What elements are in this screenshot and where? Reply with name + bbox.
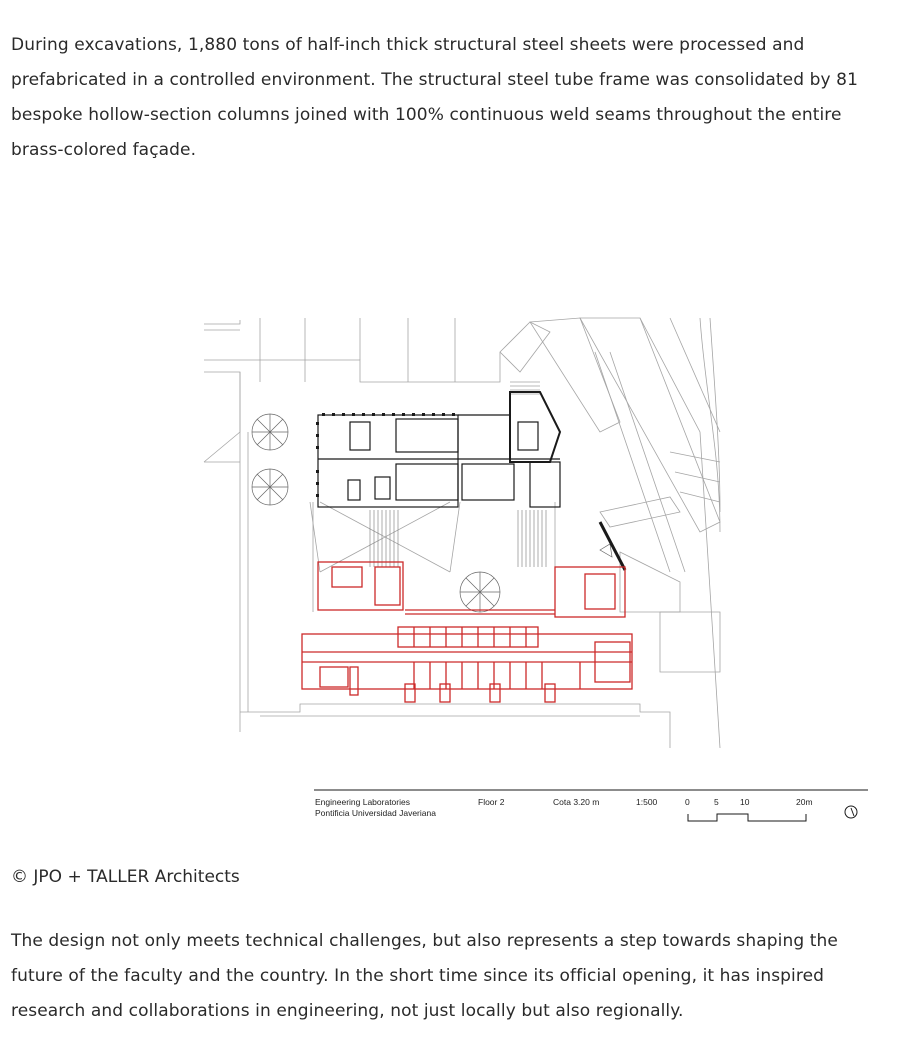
tree-symbols (252, 414, 612, 612)
floor-label: Floor 2 (478, 797, 505, 807)
intro-paragraph: During excavations, 1,880 tons of half-inch thick structural steel sheets were processed and prefabricated in a controlled environment. The structural steel tube frame was consolidated by 81 bespoke hollow-section columns joined with 100% continuous weld seams throughout the entire brass-colored façade. (11, 35, 858, 160)
existing-building-plan (318, 392, 625, 570)
north-arrow-icon (845, 806, 857, 818)
level-label: Cota 3.20 m (553, 797, 600, 807)
scale-bar-label-20: 20m (796, 797, 813, 807)
image-credit: © JPO + TALLER Architects (11, 867, 240, 887)
scale-bar (688, 814, 806, 821)
new-wing-plan (302, 562, 632, 702)
column-dots (316, 413, 455, 497)
scale-bar-label-5: 5 (714, 797, 719, 807)
floor-plan-drawing (200, 312, 880, 842)
scale-bar-label-0: 0 (685, 797, 690, 807)
floor-plan-figure (200, 312, 880, 842)
closing-paragraph: The design not only meets technical challenges, but also represents a step towards shaping the future of the faculty and the country. In the short time since its official opening, it has inspired research and collaborations in engineering, not just locally but also regionally. (11, 931, 838, 1021)
scale-bar-label-10: 10 (740, 797, 750, 807)
institution-name: Pontificia Universidad Javeriana (315, 808, 436, 818)
scale-label: 1:500 (636, 797, 658, 807)
project-name: Engineering Laboratories (315, 797, 410, 807)
